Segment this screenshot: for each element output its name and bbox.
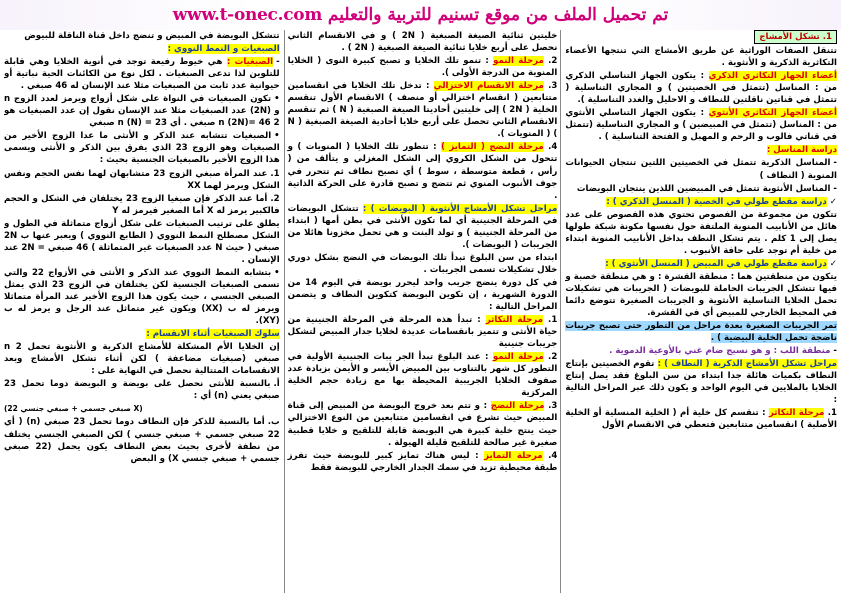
male-pair-text: أما عند الذكر فإن صبغيا الزوج 23 يختلفان في الشكل و الحجم فالكبير يرمز له X أما الصغير فيرمز له Y (4, 193, 280, 216)
sperm-stages-text: تقوم الخصيتين بإنتاج النطاف بكميات هائلة جدا ابتداء من سن البلوغ فقد يصل إنتاج الخلايا بالملايين في اليوم الواحد و يكون ذلك عبر المراحل التالية : (565, 359, 837, 406)
egg-text-3: في كل دورة ينضج جريب واحد ليحرر بويضة في اليوم 14 من الدورة الشهرية ، إن تكوين البويضة كتكوين النطاف و يتضمن المراحل التالية : (287, 277, 558, 313)
female-organs-label: أعضاء الجهاز التكاثري الأنثوي (708, 108, 837, 119)
distribution-text: بتشابه النمط النووي عند الذكر و الأنثى في الأزواج 22 والتي تسمى الصبغيات الجنسية لكن يختلفان في الزوج 23 الذي يمثل الصبغي الجنسي ، حيث يكون هذا الزوج الأخير عند المرأة متماثلا ويرمز له ب (XX) ويكون غير متماثل عند الرجل و يرمز له ب (XY). (4, 267, 280, 327)
egg-text: تتشكل البويضات في المرحلة الجنينية أي لما تكون الأنثى في بطن أمها ( ابتداء من المرحلة الجنينية ) و تولد البنت و هي تحمل مخزونا هائلا من الجريبات ( البويضات ). (287, 203, 558, 250)
sperm-stages-para (565, 358, 837, 406)
growth-para: 2. مرحلة النمو : تنمو تلك الخلايا و تصبح كبيرة النوى ( الخلايا المنوية من الدرجة الأولى ). (287, 56, 558, 79)
sperm-stages-title: مراحل تشكل الأمشاج الذكرية ( النطاف ) : (657, 359, 837, 370)
e-mature-text: : و تتم بعد خروج البويضة من المبيض إلى قناة المبيض حيث تشرع في انقسامين متتابعين من النوع الاختزالي حيث ينتج خلية كبيرة هي البويضة قابلة للتلقيح و خلايا قطبية صغيرة غير صالحة للتلقيح قليلة الهيولة . (287, 401, 558, 448)
stage1-text: : تنقسم كل خلية أم ( الخلية المنسلية أو الخلية الأصلية ) انقسامين متتابعين فتعطي في الانقسام الأول (565, 408, 837, 431)
e-diff-para: 4. مرحلة التمايز : ليس هناك تمايز كبير للبويضة حيث تفرز طبقة محيطية تزيد في سمك الجدار الخارجي للبويضة فقط (287, 450, 558, 473)
e-growth-text: : عند البلوغ تبدأ الجر يبات الجنينية الأولية في التطور كل شهر بالتناوب بين المبيض الأيسر و الأيمن بزيادة عدد صفوف الخلايا الجريبية المحيطة بها مع زيادة حجم الخلية المركزية (287, 352, 558, 399)
column-left (4, 30, 280, 593)
gonads-male: -المناسل الذكرية تتمثل في الخصيتين اللتين تنتجان الحيوانات المنوية ( النطاف ) (565, 158, 837, 181)
gonads-female-text: المناسل الأنثوية تتمثل في المبيضين اللذين ينتجان البويضات (576, 183, 831, 194)
source-banner[interactable] (0, 0, 841, 30)
result-female-para: أ.بالنسبة للأنثى نحصل على بويضة و البويضة دوما تحمل 23 صبغي يعني (n) أي : (4, 379, 280, 402)
e-mature-para: 3. مرحلة النضج : و تتم بعد خروج البويضة من المبيض إلى قناة المبيض حيث تشرع في انقسامين متتابعين من النوع الاختزالي حيث ينتج خلية كبيرة هي البويضة قابلة للتلقيح و خلايا قطبية صغيرة غير صالحة للتلقيح قليلة الهيولة . (287, 401, 558, 448)
female-organs-para (565, 107, 837, 143)
maturation-para: 4. مرحلة النضج ( التمايز ) : تتطور تلك الخلايا ( المنويات ) و تتحول من الشكل الكروي إلى الشكل المغزلي و يتألف من ( رأس ، قطعة متوسطة ، سوط ) أي تصبح نطاف ثم تتحرر في جوف الأنبوب المنوي ثم تتضج و تصبح قادرة على الحركة الذاتية . (287, 142, 558, 201)
result-male-text: أما بالنسبة للذكر فإن النطاف دوما تحمل 23 صبغي (n) ( أي 22 صبغي جسمي + صبغي جنسي ) لكن الصبغي الجنسي يختلف من نطفة لأخرى بحيث بعض النطاف يكون يحمل (22 صبغي جسمي + صبغي جنسي X) و البعض (4, 417, 280, 464)
e-mature-label: مرحلة النضج (490, 401, 545, 412)
intro-text: تتنقل الصفات الوراثية عن طريق الأمشاج التي تنتجها الأعضاء التكاثرية الذكرية و الأنثوية . (565, 46, 837, 69)
mid-p1: خليتين ثنائية الصيغة الصبغية ( 2N ) و في الانقسام الثاني نحصل على أربع خلايا ثنائية الصيغة الصبغية ( 2N ) . (287, 31, 558, 54)
male-organs-label: أعضاء الجهاز التكاثري الذكري (708, 71, 837, 82)
ovary-text-2-span: تمر الجريبات الصغيرة بعدة مراحل من التطور حتى تصبح جريبات ناضجة تحمل الخلية البيضية ) . (565, 321, 837, 344)
male-pair-para: 2.أما عند الذكر فإن صبغيا الزوج 23 يختلفان في الشكل و الحجم فالكبير يرمز له X أما الصغير فيرمز له Y (4, 193, 280, 216)
reduction-text: : تدخل تلك الخلايا في انقسامين متتابعين ( انقسام اختزالي أو منصف ) الانقسام الأول تنقسم الخلية ( 2N ) إلى خليتين أحاديتا الصيغة الصبغية ( N ) ثم تنقسم الانقسام الثاني تحصل على أربع خلايا أحادية الصيغة الصبغية ( N ) ( المنويات ). (287, 81, 558, 140)
similar-para: •الصبغيات تتشابه عند الذكر و الأنثى ما عدا الزوج الأخير من الصبغيات وهو الزوج 23 الذي يفرق بين الذكر و الأنثى ويسمى هذا الزوج الأخير بالصبغيات الجنسية بحيث : (4, 131, 280, 166)
section-title: 1. تشكل الأمشاج (754, 30, 837, 44)
columns (4, 30, 837, 593)
egg-title: مراحل تشكل الأمشاج الأنثوية ( البويضات ) : (362, 203, 558, 214)
male-organs-text: : يتكون الجهاز التناسلي الذكري من : المناسل (تتمثل في الخصيتين ) و المجاري التناسلية ( تتمثل في قناتين ناقلتين للنطاف و الاحليل والغدد التناسلية ). (565, 71, 837, 106)
formula-1: (22 صبغي جسمي + صبغي جنسي X) (4, 404, 143, 414)
chrom-label: الصبغيات : (226, 57, 274, 68)
gonads-title: دراسة المناسل : (766, 145, 837, 156)
female-pair-para: 1.عند المرأة صبغي الزوج 23 متشابهان لهما نفس الحجم ونفس الشكل ويرمز لهما XX (4, 168, 280, 191)
stage1-para: 1. مرحلة التكاثر : تنقسم كل خلية أم ( الخلية المنسلية أو الخلية الأصلية ) انقسامين متتابعين فتعطي في الانقسام الأول (565, 408, 837, 431)
reduction-para: 3. مرحلة الانقسام الاختزالي : تدخل تلك الخلايا في انقسامين متتابعين ( انقسام اختزالي أو منصف ) الانقسام الأول تنقسم الخلية ( 2N ) إلى خليتين أحاديتا الصيغة الصبغية ( N ) ثم تنقسم الانقسام الثاني تحصل على أربع خلايا أحادية الصيغة الصبغية ( N ) ( المنويات ). (287, 81, 558, 140)
chrom-para: -الصبغيات : هي خيوط رفيعة توجد في أنوية الخلايا وهي قابلة للتلوين لذا تدعى الصبغيات . لكل نوع من الكائنات الحية نباتية أو حيوانية عدد ثابت من الصبغيات مثلا عند الإنسان له 46 صبغي . (4, 57, 280, 92)
medulla-para: -منطقة اللب : و هو نسيج ضام غني بالأوعية الدموية . (609, 346, 837, 357)
e-mult-text: : تبدأ هذه المرحلة في المرحلة الجنينية من حياة الأنثى و تتميز بانقسامات عديدة لخلايا جدار المبيض لتشكل جريبات جنينية (287, 315, 558, 350)
distribution-para: •بتشابه النمط النووي عند الذكر و الأنثى في الأزواج 22 والتي تسمى الصبغيات الجنسية لكن يختلفان في الزوج 23 الذي يمثل الصبغي الجنسي ، حيث يكون هذا الزوج الأخير عند المرأة متماثلا ويرمز له ب (XX) ويكون غير متماثل عند الرجل و يرمز له ب (XY). (4, 267, 280, 327)
female-organs-text: : يتكون الجهاز التناسلي الأنثوي من : المناسل (تتمثل في المبيضين ) و المجاري التناسلية (تتمثل في قناتي فالوب و الرحم و المهبل و الفتحة التناسلية ) . (565, 108, 837, 143)
meiosis-title: سلوك الصبغيات أثناء الانقسام : (146, 329, 280, 340)
result-male-para: ب.أما بالنسبة للذكر فإن النطاف دوما تحمل 23 صبغي (n) ( أي 22 صبغي جسمي + صبغي جنسي ) لكن الصبغي الجنسي يختلف من نطفة لأخرى بحيث بعض النطاف يكون يحمل (22 صبغي جسمي + صبغي جنسي X) و البعض (4, 417, 280, 464)
growth-text: : تنمو تلك الخلايا و تصبح كبيرة النوى ( الخلايا المنوية من الدرجة الأولى ). (287, 56, 558, 79)
e-growth-label: مرحلة النمو (492, 352, 544, 363)
column-middle (284, 30, 562, 593)
stage1-label: مرحلة التكاثر (768, 408, 825, 419)
karyo-title: الصبغيات و النمط النووي : (167, 44, 280, 55)
testis-text: تتكون من مجموعة من الفصوص تحتوي هذه الفصوص على عدد هائل من الأنابيب المنوية الملتفة حول نفسها مكونة شبكة طولها يصل إلى 1 كلم . يتم تشكل النطف بداخل الأنابيب المنوية ابتداء من خلية أم توجد على حافة الأنبوب . (565, 209, 837, 256)
egg-text-2: ابتداء من سن البلوغ تبدأ تلك البويضات في النضج بشكل دوري خلال تشكيلات تسمى الجريبات . (287, 252, 558, 275)
e-growth-para: 2. مرحلة النمو : عند البلوغ تبدأ الجر يبات الجنينية الأولية في التطور كل شهر بالتناوب بين المبيض الأيسر و الأيمن بزيادة عدد صفوف الخلايا الجريبية المحيطة بها مع زيادة حجم الخلية المركزية (287, 352, 558, 399)
chrom-text: هي خيوط رفيعة توجد في أنوية الخلايا وهي قابلة للتلوين لذا تدعى الصبغيات . لكل نوع من الكائنات الحية نباتية أو حيوانية عدد ثابت من الصبغيات مثلا عند الإنسان له 46 صبغي . (4, 57, 280, 92)
meiosis-text: إن الخلايا الأم المشكلة للأمشاج الذكرية و الأنثوية تحمل 2 n صبغي (صبغيات مضاعفة ) لكن أثناء تشكل الأمشاج وبعد الانقسامات المتتالية نحصل في النهاية على : (4, 342, 280, 377)
pairs-para: •تكون الصبغيات في النواة على شكل أزواج ويرمز لعدد الزوج n و (2N) عدد الصبغيات مثلا عند الإنسان نقول إن عدد الصبغيات هو 2 n (2N)= 46 صبغي . أي n (N) = 23 صبغي (4, 94, 280, 129)
male-organs-para (565, 70, 837, 106)
karyotype-para: يطلق على ترتيب الصبغيات على شكل أزواج متماثلة في الطول و الشكل مصطلح النمط النووي ( الطابع النووي ) ويعبر عنها ب 2N صبغي ( حيث N عدد الصبغيات غير المتماثلة ) 46 صبغي = 2N عند الإنسان . (4, 218, 280, 265)
e-mult-para: 1. مرحلة التكاثر : تبدأ هذه المرحلة في المرحلة الجنينية من حياة الأنثى و تتميز بانقسامات عديدة لخلايا جدار المبيض لتشكل جريبات جنينية (287, 315, 558, 350)
medulla-text: منطقة اللب : و هو نسيج ضام غني بالأوعية الدموية . (609, 346, 831, 357)
gonads-male-text: المناسل الذكرية تتمثل في الخصيتين اللتين تنتجان الحيوانات المنوية ( النطاف ) (565, 158, 837, 181)
reduction-label: مرحلة الانقسام الاختزالي (433, 81, 544, 92)
e-mult-label: مرحلة التكاثر (485, 315, 543, 326)
e-diff-label: مرحلة التمايز (484, 450, 543, 461)
female-pair-text: عند المرأة صبغي الزوج 23 متشابهان لهما نفس الحجم ونفس الشكل ويرمز لهما XX (4, 168, 280, 191)
ovary-text: يتكون من منطقتين هما : منطقة القشرة : و هي منطقة خصبة و فيها تتشكل الجريبات الحاملة للبويضات ( الجريبات هي تشكيلات تحمل الخلايا التناسلية الأنثوية و الجريبات الصغيرة تتوضع دائما في المحيط الخارجي للمبيض أي في القشرة. (565, 271, 837, 319)
egg-para (288, 203, 558, 251)
growth-label: مرحلة النمو (493, 56, 544, 67)
banner-text[interactable]: تم تحميل الملف من موقع تسنيم للتربية والتعليم www.t-onec.com (172, 5, 669, 25)
maturation-label: مرحلة النضج ( التمايز ) (441, 142, 544, 153)
column-right: 1. تشكل الأمشاج تتنقل الصفات الوراثية عن طريق الأمشاج التي تنتجها الأعضاء التكاثرية الذكرية و الأنثوية . أعضاء الجهاز التكاثري الذكري : يتكون الجهاز التناسلي الذكري من : المناسل (تتمثل في الخصيتين ) و المجاري التناسلية ( تتمثل في قناتين ناقلتين للنطاف و الاحليل والغدد التناسلية ). أعضاء الجهاز التكاثري الأنثوي : يتكون الجهاز التناسلي الأنثوي من : المناسل (تتمثل في المبيضين ) و المجاري التناسلية (تتمثل في قناتي فالوب و الرحم و المهبل و الفتحة التناسلية ) . دراسة المناسل : -المناسل الذكرية تتمثل في الخصيتين اللتين تنتجان الحيوانات المنوية ( النطاف ) -المناسل الأنثوية تتمثل في المبيضين اللذين ينتجان البويضات ✓دراسة مقطع طولي في الخصية ( المنسل الذكري ) : تتكون من مجموعة من الفصوص تحتوي هذه الفصوص على عدد هائل من الأنابيب المنوية الملتفة حول نفسها مكونة شبكة طولها يصل إلى 1 كلم . يتم تشكل النطف بداخل الأنابيب المنوية ابتداء من خلية أم توجد على حافة الأنبوب . ✓دراسة مقطع طولي في المبيض ( المنسل الأنثوي ) : يتكون من منطقتين هما : منطقة القشرة : و هي منطقة خصبة و فيها تتشكل الجريبات الحاملة للبويضات ( الجريبات هي تشكيلات تحمل الخلايا التناسلية الأنثوية و الجريبات الصغيرة تتوضع دائما في المحيط الخارجي للمبيض أي في القشرة. تمر الجريبات الصغيرة بعدة مراحل من التطور حتى تصبح جريبات ناضجة تحمل الخلية البيضية ) . -منطقة اللب : و هو نسيج ضام غني بالأوعية الدموية . مراحل تشكل الأمشاج الذكرية ( النطاف ) : تقوم الخصيتين بإنتاج النطاف بكميات هائلة جدا ابتداء من سن البلوغ فقد يصل إنتاج الخلايا بالملايين في اليوم الواحد و يكون ذلك عبر المراحل التالية : 1. مرحلة التكاثر : تنقسم كل خلية أم ( الخلية المنسلية أو الخلية الأصلية ) انقسامين متتابعين فتعطي في الانقسام الأول (565, 32, 837, 431)
ovary-title: دراسة مقطع طولي في المبيض ( المنسل الأنثوي ) : (605, 258, 827, 269)
gonads-female: -المناسل الأنثوية تتمثل في المبيضين اللذين ينتجان البويضات (576, 183, 837, 194)
pairs-text: تكون الصبغيات في النواة على شكل أزواج ويرمز لعدد الزوج n و (2N) عدد الصبغيات مثلا عند الإنسان نقول إن عدد الصبغيات هو 2 n (2N)= 46 صبغي . أي n (N) = 23 صبغي (4, 94, 280, 129)
testis-title: دراسة مقطع طولي في الخصية ( المنسل الذكري ) : (606, 196, 827, 207)
maturation-text: : تتطور تلك الخلايا ( المنويات ) و تتحول من الشكل الكروي إلى الشكل المغزلي و يتألف من ( رأس ، قطعة متوسطة ، سوط ) أي تصبح نطاف ثم تتحرر في جوف الأنبوب المنوي ثم تتضج و تصبح قادرة على الحركة الذاتية . (287, 142, 558, 201)
e-diff-text: : ليس هناك تمايز كبير للبويضة حيث تفرز طبقة محيطية تزيد في سمك الجدار الخارجي للبويضة فقط (287, 450, 558, 473)
ovary-text-2 (565, 320, 837, 344)
similar-text: الصبغيات تتشابه عند الذكر و الأنثى ما عدا الزوج الأخير من الصبغيات وهو الزوج 23 الذي يفرق بين الذكر و الأنثى ويسمى هذا الزوج الأخير بالصبغيات الجنسية بحيث : (4, 131, 280, 166)
result-female-text: بالنسبة للأنثى نحصل على بويضة و البويضة دوما تحمل 23 صبغي يعني (n) أي : (4, 379, 280, 402)
left-p1: تتشكل البويضة في المبيض و تنضج داخل قناة الناقلة للبيوض (24, 31, 280, 41)
